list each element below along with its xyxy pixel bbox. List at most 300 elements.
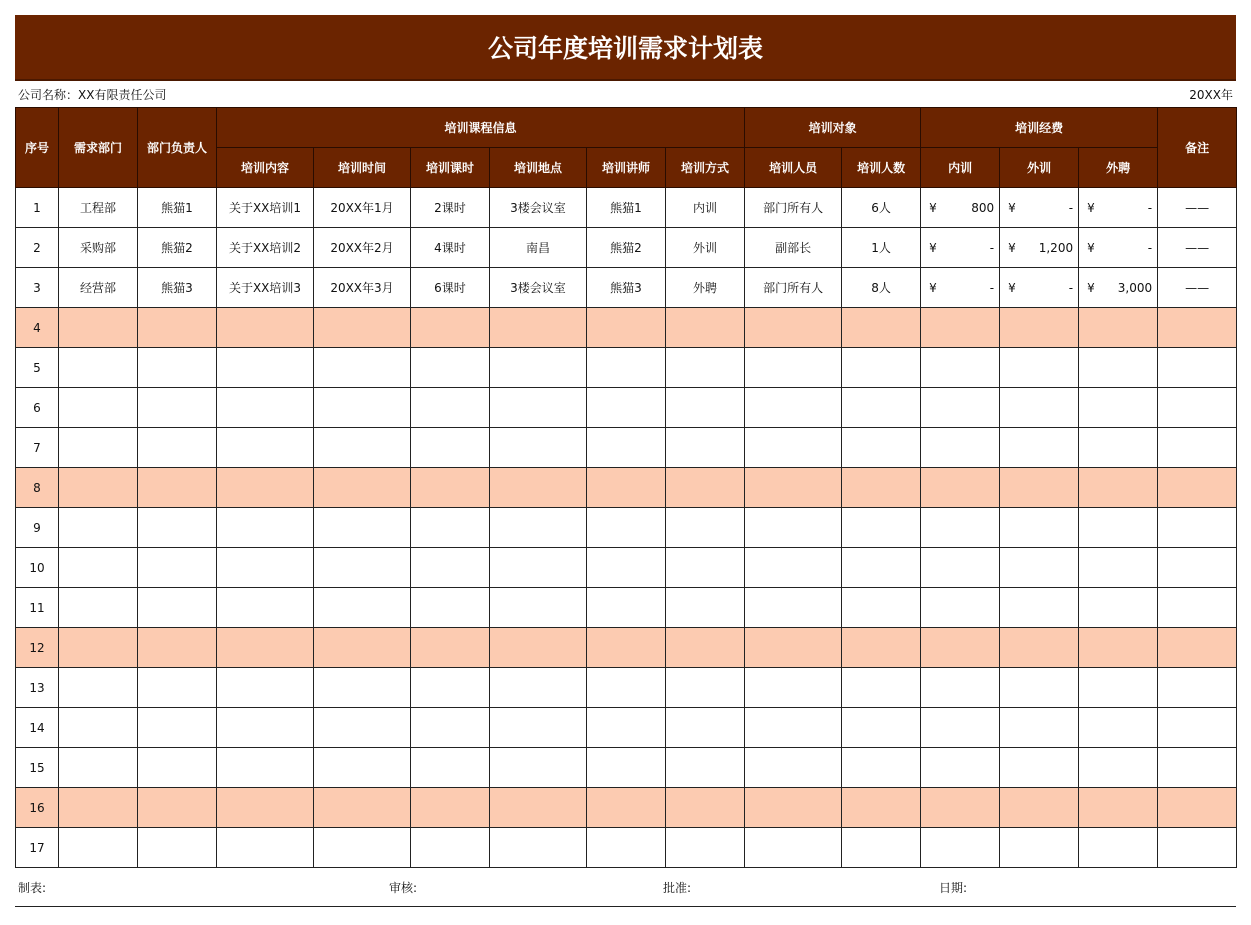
cell-hours bbox=[411, 588, 490, 628]
amount-value: - bbox=[1147, 240, 1153, 255]
cell-content bbox=[217, 468, 314, 508]
cell-internal bbox=[921, 548, 1000, 588]
table-row bbox=[16, 188, 1237, 228]
currency-symbol: ¥ bbox=[1087, 240, 1095, 255]
cell-teacher bbox=[587, 788, 666, 828]
cell-people: 部门所有人 bbox=[745, 268, 842, 308]
cell-people bbox=[745, 508, 842, 548]
cell-remark bbox=[1158, 348, 1237, 388]
cell-dept bbox=[59, 348, 138, 388]
cell-mode: 外训 bbox=[666, 228, 745, 268]
cell-content bbox=[217, 748, 314, 788]
table-row bbox=[16, 708, 1237, 748]
cell-internal bbox=[921, 788, 1000, 828]
table-row bbox=[16, 828, 1237, 868]
amount-value: 800 bbox=[971, 200, 995, 215]
header-hire: 外聘 bbox=[1079, 148, 1158, 188]
cell-seq: 11 bbox=[16, 588, 59, 628]
cell-people bbox=[745, 668, 842, 708]
cell-hire bbox=[1079, 668, 1158, 708]
cell-people bbox=[745, 468, 842, 508]
header-teacher: 培训讲师 bbox=[587, 148, 666, 188]
cell-content bbox=[217, 508, 314, 548]
header-external: 外训 bbox=[1000, 148, 1079, 188]
cell-internal bbox=[921, 708, 1000, 748]
cell-hire bbox=[1079, 388, 1158, 428]
cell-external bbox=[1000, 348, 1079, 388]
cell-teacher bbox=[587, 428, 666, 468]
cell-hire bbox=[1079, 428, 1158, 468]
cell-count bbox=[842, 828, 921, 868]
cell-remark bbox=[1158, 308, 1237, 348]
cell-internal bbox=[921, 588, 1000, 628]
cell-place bbox=[490, 468, 587, 508]
cell-count bbox=[842, 708, 921, 748]
cell-remark bbox=[1158, 508, 1237, 548]
header-course-group: 培训课程信息 bbox=[217, 108, 745, 148]
currency-symbol: ¥ bbox=[1087, 280, 1095, 295]
cell-content: 关于XX培训2 bbox=[217, 228, 314, 268]
cell-place bbox=[490, 548, 587, 588]
table-row bbox=[16, 548, 1237, 588]
cell-remark bbox=[1158, 588, 1237, 628]
cell-seq: 15 bbox=[16, 748, 59, 788]
cell-mode bbox=[666, 588, 745, 628]
training-table bbox=[15, 107, 1237, 868]
header-remark: 备注 bbox=[1158, 108, 1237, 188]
header-internal: 内训 bbox=[921, 148, 1000, 188]
cell-internal bbox=[921, 188, 1000, 228]
cell-place bbox=[490, 628, 587, 668]
cell-manager bbox=[138, 388, 217, 428]
cell-manager bbox=[138, 588, 217, 628]
cell-external bbox=[1000, 788, 1079, 828]
cell-place bbox=[490, 388, 587, 428]
cell-teacher bbox=[587, 308, 666, 348]
table-row bbox=[16, 468, 1237, 508]
cell-teacher bbox=[587, 588, 666, 628]
cell-mode bbox=[666, 348, 745, 388]
cell-external bbox=[1000, 508, 1079, 548]
cell-hire bbox=[1079, 348, 1158, 388]
cell-content bbox=[217, 388, 314, 428]
cell-content bbox=[217, 348, 314, 388]
cell-remark: —— bbox=[1158, 228, 1237, 268]
cell-internal bbox=[921, 748, 1000, 788]
amount-value: - bbox=[1147, 200, 1153, 215]
amount-value: - bbox=[989, 280, 995, 295]
cell-dept bbox=[59, 588, 138, 628]
cell-dept bbox=[59, 708, 138, 748]
cell-hire bbox=[1079, 828, 1158, 868]
header-hours: 培训课时 bbox=[411, 148, 490, 188]
cell-place bbox=[490, 308, 587, 348]
cell-manager bbox=[138, 548, 217, 588]
cell-remark bbox=[1158, 468, 1237, 508]
cell-manager bbox=[138, 828, 217, 868]
cell-place: 3楼会议室 bbox=[490, 268, 587, 308]
cell-mode bbox=[666, 748, 745, 788]
cell-seq: 5 bbox=[16, 348, 59, 388]
cell-teacher bbox=[587, 508, 666, 548]
cell-dept bbox=[59, 788, 138, 828]
cell-remark bbox=[1158, 708, 1237, 748]
cell-external bbox=[1000, 708, 1079, 748]
cell-manager bbox=[138, 748, 217, 788]
table-row bbox=[16, 348, 1237, 388]
cell-teacher bbox=[587, 548, 666, 588]
cell-time bbox=[314, 468, 411, 508]
cell-count bbox=[842, 668, 921, 708]
cell-dept bbox=[59, 748, 138, 788]
currency-symbol: ¥ bbox=[1008, 200, 1016, 215]
cell-external bbox=[1000, 548, 1079, 588]
cell-seq: 16 bbox=[16, 788, 59, 828]
cell-remark bbox=[1158, 748, 1237, 788]
cell-place: 南昌 bbox=[490, 228, 587, 268]
cell-external bbox=[1000, 468, 1079, 508]
cell-time bbox=[314, 508, 411, 548]
cell-hours bbox=[411, 388, 490, 428]
cell-seq: 12 bbox=[16, 628, 59, 668]
cell-seq: 13 bbox=[16, 668, 59, 708]
cell-remark: —— bbox=[1158, 268, 1237, 308]
cell-seq: 17 bbox=[16, 828, 59, 868]
cell-external bbox=[1000, 668, 1079, 708]
cell-remark bbox=[1158, 668, 1237, 708]
cell-people bbox=[745, 348, 842, 388]
cell-hire bbox=[1079, 548, 1158, 588]
cell-internal bbox=[921, 348, 1000, 388]
cell-count bbox=[842, 548, 921, 588]
cell-people bbox=[745, 308, 842, 348]
header-time: 培训时间 bbox=[314, 148, 411, 188]
cell-teacher bbox=[587, 748, 666, 788]
cell-people bbox=[745, 708, 842, 748]
table-row bbox=[16, 788, 1237, 828]
cell-hours bbox=[411, 308, 490, 348]
currency-symbol: ¥ bbox=[929, 280, 937, 295]
cell-count bbox=[842, 468, 921, 508]
cell-people bbox=[745, 428, 842, 468]
cell-dept bbox=[59, 308, 138, 348]
cell-remark bbox=[1158, 548, 1237, 588]
cell-content: 关于XX培训1 bbox=[217, 188, 314, 228]
company-name: 公司名称：XX有限责任公司 bbox=[18, 87, 167, 102]
cell-seq: 8 bbox=[16, 468, 59, 508]
cell-count: 6人 bbox=[842, 188, 921, 228]
cell-time bbox=[314, 628, 411, 668]
cell-mode: 外聘 bbox=[666, 268, 745, 308]
cell-dept bbox=[59, 828, 138, 868]
cell-hours bbox=[411, 828, 490, 868]
amount-value: 3,000 bbox=[1117, 280, 1153, 295]
cell-external bbox=[1000, 228, 1079, 268]
cell-content bbox=[217, 788, 314, 828]
cell-seq: 4 bbox=[16, 308, 59, 348]
cell-count bbox=[842, 788, 921, 828]
cell-manager bbox=[138, 708, 217, 748]
cell-dept bbox=[59, 548, 138, 588]
cell-time bbox=[314, 388, 411, 428]
header-manager: 部门负责人 bbox=[138, 108, 217, 188]
cell-time bbox=[314, 828, 411, 868]
cell-people bbox=[745, 828, 842, 868]
cell-count bbox=[842, 348, 921, 388]
cell-mode bbox=[666, 508, 745, 548]
cell-manager: 熊猫2 bbox=[138, 228, 217, 268]
cell-hours: 6课时 bbox=[411, 268, 490, 308]
footer-maker: 制表: bbox=[18, 880, 47, 895]
cell-manager bbox=[138, 468, 217, 508]
cell-mode bbox=[666, 548, 745, 588]
cell-dept bbox=[59, 508, 138, 548]
cell-manager bbox=[138, 428, 217, 468]
cell-people bbox=[745, 588, 842, 628]
cell-teacher bbox=[587, 628, 666, 668]
cell-time: 20XX年1月 bbox=[314, 188, 411, 228]
cell-count bbox=[842, 508, 921, 548]
table-row bbox=[16, 668, 1237, 708]
sheet-title: 公司年度培训需求计划表 bbox=[15, 15, 1236, 81]
cell-hire bbox=[1079, 588, 1158, 628]
cell-count bbox=[842, 748, 921, 788]
cell-count: 8人 bbox=[842, 268, 921, 308]
cell-mode bbox=[666, 388, 745, 428]
cell-hire bbox=[1079, 188, 1158, 228]
cell-internal bbox=[921, 828, 1000, 868]
cell-hire bbox=[1079, 708, 1158, 748]
cell-content: 关于XX培训3 bbox=[217, 268, 314, 308]
cell-time bbox=[314, 348, 411, 388]
cell-manager bbox=[138, 308, 217, 348]
cell-place bbox=[490, 508, 587, 548]
cell-hours: 4课时 bbox=[411, 228, 490, 268]
cell-content bbox=[217, 668, 314, 708]
header-people: 培训人员 bbox=[745, 148, 842, 188]
cell-people bbox=[745, 748, 842, 788]
cell-place bbox=[490, 748, 587, 788]
cell-internal bbox=[921, 668, 1000, 708]
cell-count bbox=[842, 388, 921, 428]
footer-review: 审核: bbox=[389, 880, 418, 895]
cell-dept bbox=[59, 468, 138, 508]
table-row bbox=[16, 628, 1237, 668]
cell-hours bbox=[411, 628, 490, 668]
cell-time bbox=[314, 308, 411, 348]
cell-people bbox=[745, 788, 842, 828]
cell-time bbox=[314, 788, 411, 828]
cell-teacher bbox=[587, 348, 666, 388]
cell-remark bbox=[1158, 828, 1237, 868]
cell-count bbox=[842, 428, 921, 468]
cell-people: 部门所有人 bbox=[745, 188, 842, 228]
cell-seq: 2 bbox=[16, 228, 59, 268]
cell-external bbox=[1000, 388, 1079, 428]
cell-hours bbox=[411, 508, 490, 548]
cell-mode bbox=[666, 668, 745, 708]
cell-internal bbox=[921, 628, 1000, 668]
cell-mode: 内训 bbox=[666, 188, 745, 228]
cell-manager bbox=[138, 788, 217, 828]
currency-symbol: ¥ bbox=[929, 240, 937, 255]
cell-remark bbox=[1158, 788, 1237, 828]
table-row bbox=[16, 588, 1237, 628]
table-row bbox=[16, 428, 1237, 468]
cell-hire bbox=[1079, 228, 1158, 268]
cell-people bbox=[745, 548, 842, 588]
cell-hire bbox=[1079, 628, 1158, 668]
cell-external bbox=[1000, 428, 1079, 468]
cell-people: 副部长 bbox=[745, 228, 842, 268]
cell-place bbox=[490, 788, 587, 828]
cell-manager: 熊猫1 bbox=[138, 188, 217, 228]
cell-hours bbox=[411, 788, 490, 828]
cell-hours bbox=[411, 748, 490, 788]
cell-seq: 14 bbox=[16, 708, 59, 748]
cell-internal bbox=[921, 308, 1000, 348]
cell-dept: 采购部 bbox=[59, 228, 138, 268]
cell-time bbox=[314, 748, 411, 788]
cell-dept bbox=[59, 668, 138, 708]
cell-place bbox=[490, 428, 587, 468]
cell-place bbox=[490, 668, 587, 708]
cell-count bbox=[842, 308, 921, 348]
cell-external bbox=[1000, 588, 1079, 628]
plan-year: 20XX年 bbox=[1189, 87, 1233, 102]
cell-remark bbox=[1158, 388, 1237, 428]
cell-place: 3楼会议室 bbox=[490, 188, 587, 228]
currency-symbol: ¥ bbox=[1008, 280, 1016, 295]
cell-external bbox=[1000, 748, 1079, 788]
cell-internal bbox=[921, 228, 1000, 268]
cell-content bbox=[217, 588, 314, 628]
cell-manager bbox=[138, 508, 217, 548]
table-row bbox=[16, 268, 1237, 308]
cell-seq: 3 bbox=[16, 268, 59, 308]
cell-teacher bbox=[587, 668, 666, 708]
cell-count bbox=[842, 588, 921, 628]
cell-place bbox=[490, 708, 587, 748]
cell-teacher bbox=[587, 828, 666, 868]
cell-mode bbox=[666, 428, 745, 468]
table-row bbox=[16, 748, 1237, 788]
cell-dept bbox=[59, 628, 138, 668]
cell-content bbox=[217, 628, 314, 668]
footer-approve: 批准: bbox=[663, 880, 692, 895]
cell-hours bbox=[411, 708, 490, 748]
cell-teacher: 熊猫3 bbox=[587, 268, 666, 308]
footer-date: 日期: bbox=[939, 880, 968, 895]
header-mode: 培训方式 bbox=[666, 148, 745, 188]
cell-hours: 2课时 bbox=[411, 188, 490, 228]
cell-external bbox=[1000, 188, 1079, 228]
cell-content bbox=[217, 828, 314, 868]
header-cost-group: 培训经费 bbox=[921, 108, 1158, 148]
amount-value: - bbox=[989, 240, 995, 255]
cell-hire bbox=[1079, 748, 1158, 788]
cell-seq: 10 bbox=[16, 548, 59, 588]
header-count: 培训人数 bbox=[842, 148, 921, 188]
table-body bbox=[16, 188, 1237, 868]
cell-dept: 经营部 bbox=[59, 268, 138, 308]
cell-people bbox=[745, 388, 842, 428]
table-row bbox=[16, 508, 1237, 548]
signature-footer bbox=[15, 868, 1236, 907]
cell-content bbox=[217, 308, 314, 348]
cell-hours bbox=[411, 428, 490, 468]
cell-internal bbox=[921, 388, 1000, 428]
cell-content bbox=[217, 548, 314, 588]
cell-mode bbox=[666, 788, 745, 828]
cell-content bbox=[217, 428, 314, 468]
cell-time: 20XX年3月 bbox=[314, 268, 411, 308]
amount-value: - bbox=[1068, 200, 1074, 215]
cell-seq: 1 bbox=[16, 188, 59, 228]
cell-manager: 熊猫3 bbox=[138, 268, 217, 308]
cell-dept: 工程部 bbox=[59, 188, 138, 228]
currency-symbol: ¥ bbox=[1087, 200, 1095, 215]
currency-symbol: ¥ bbox=[929, 200, 937, 215]
currency-symbol: ¥ bbox=[1008, 240, 1016, 255]
cell-internal bbox=[921, 508, 1000, 548]
cell-seq: 6 bbox=[16, 388, 59, 428]
cell-external bbox=[1000, 268, 1079, 308]
table-row bbox=[16, 388, 1237, 428]
cell-time: 20XX年2月 bbox=[314, 228, 411, 268]
header-dept: 需求部门 bbox=[59, 108, 138, 188]
cell-external bbox=[1000, 308, 1079, 348]
info-row bbox=[15, 81, 1236, 107]
cell-hire bbox=[1079, 508, 1158, 548]
cell-time bbox=[314, 708, 411, 748]
cell-time bbox=[314, 428, 411, 468]
table-row bbox=[16, 308, 1237, 348]
cell-manager bbox=[138, 348, 217, 388]
cell-hire bbox=[1079, 468, 1158, 508]
cell-mode bbox=[666, 628, 745, 668]
cell-time bbox=[314, 548, 411, 588]
amount-value: - bbox=[1068, 280, 1074, 295]
cell-mode bbox=[666, 708, 745, 748]
cell-internal bbox=[921, 268, 1000, 308]
cell-seq: 7 bbox=[16, 428, 59, 468]
cell-hire bbox=[1079, 788, 1158, 828]
cell-teacher: 熊猫2 bbox=[587, 228, 666, 268]
header-place: 培训地点 bbox=[490, 148, 587, 188]
cell-external bbox=[1000, 628, 1079, 668]
cell-manager bbox=[138, 628, 217, 668]
cell-teacher bbox=[587, 468, 666, 508]
cell-teacher bbox=[587, 388, 666, 428]
cell-external bbox=[1000, 828, 1079, 868]
cell-content bbox=[217, 708, 314, 748]
cell-count bbox=[842, 628, 921, 668]
cell-time bbox=[314, 668, 411, 708]
cell-remark: —— bbox=[1158, 188, 1237, 228]
cell-hire bbox=[1079, 268, 1158, 308]
cell-hours bbox=[411, 348, 490, 388]
cell-dept bbox=[59, 388, 138, 428]
amount-value: 1,200 bbox=[1038, 240, 1074, 255]
cell-teacher bbox=[587, 708, 666, 748]
cell-remark bbox=[1158, 428, 1237, 468]
cell-manager bbox=[138, 668, 217, 708]
header-seq: 序号 bbox=[16, 108, 59, 188]
cell-place bbox=[490, 828, 587, 868]
header-target-group: 培训对象 bbox=[745, 108, 921, 148]
cell-mode bbox=[666, 468, 745, 508]
